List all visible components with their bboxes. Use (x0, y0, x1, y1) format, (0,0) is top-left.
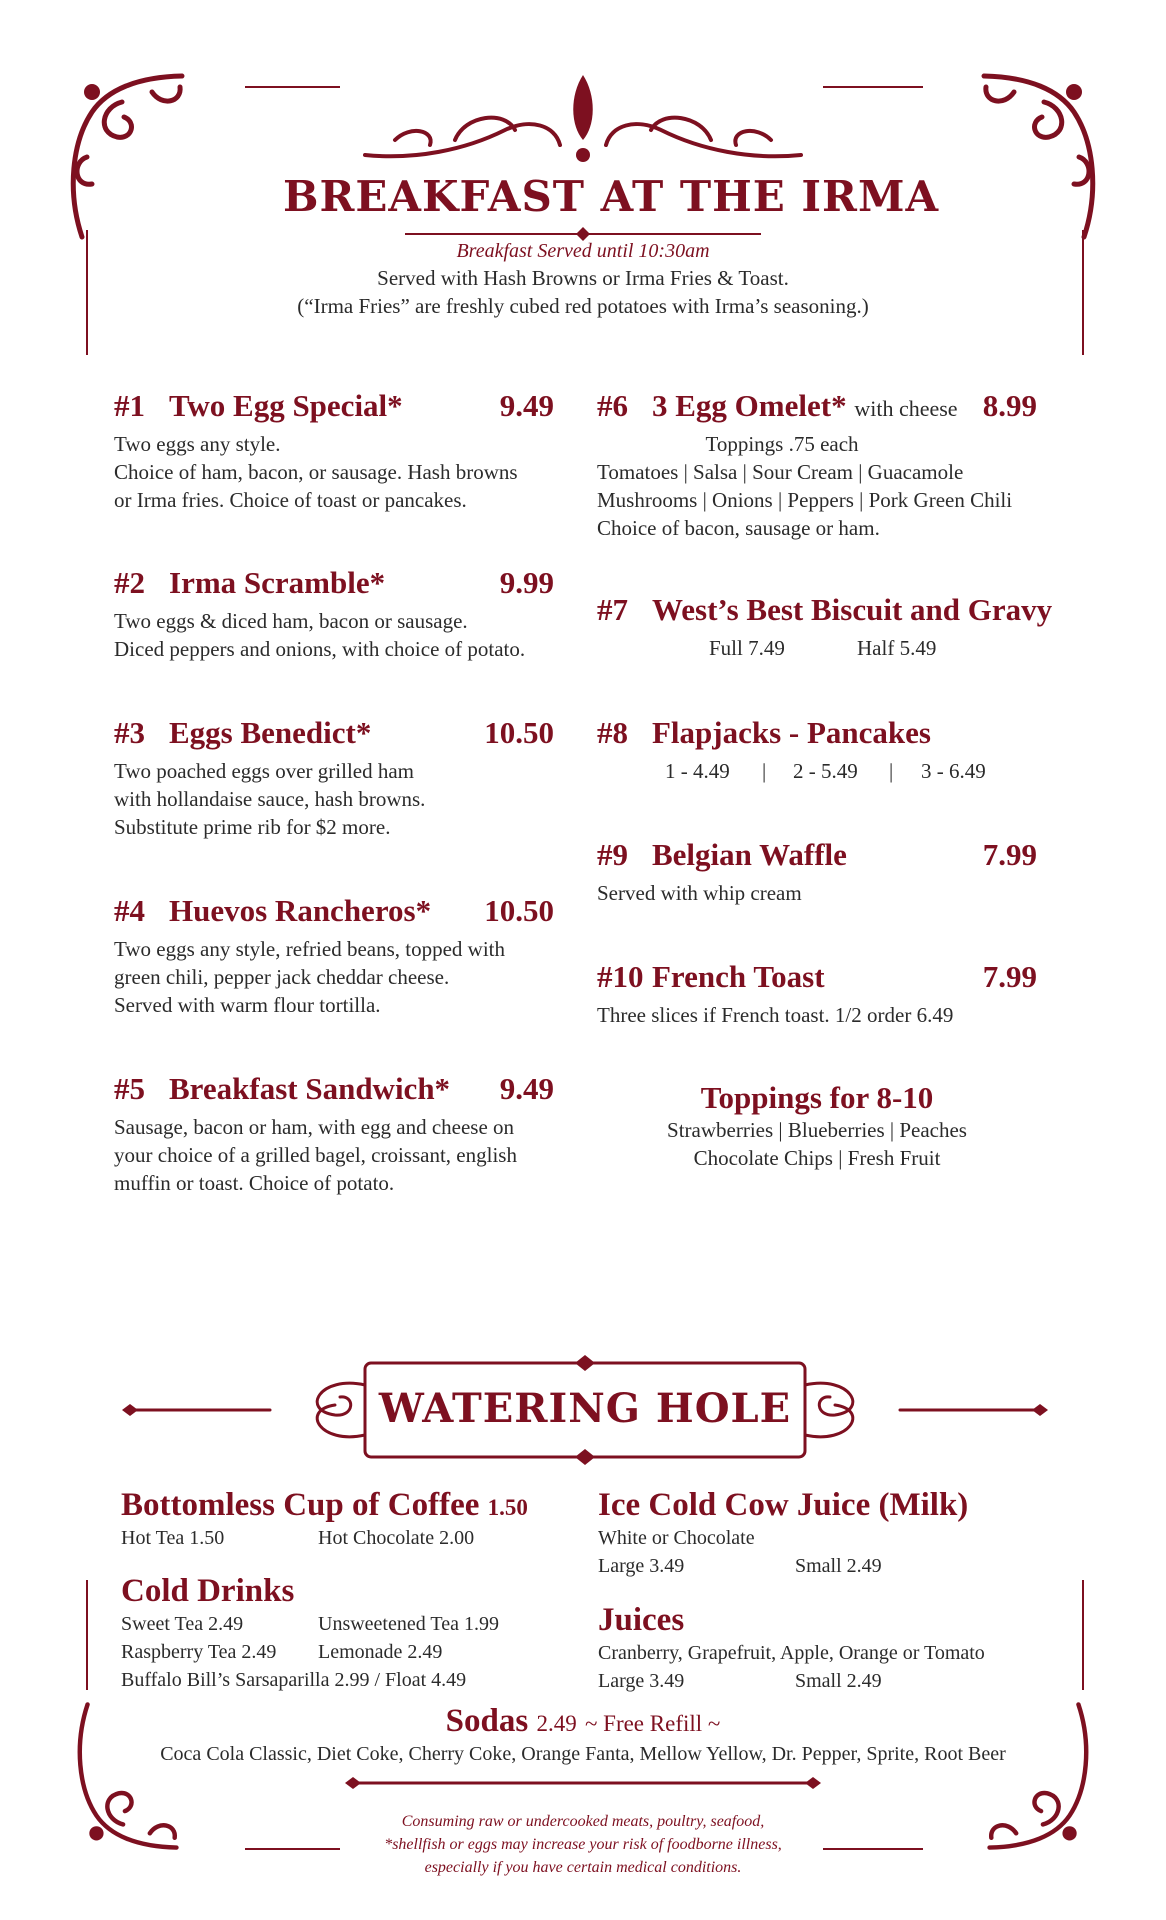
item-price: 7.99 (982, 959, 1037, 994)
flapjack-option-2: 2 - 5.49 (793, 759, 858, 783)
item-name: Breakfast Sandwich* (169, 1071, 451, 1106)
side-rule-right-bottom (1082, 1580, 1084, 1690)
watering-hole-title: WATERING HOLE (378, 1385, 792, 1432)
item-number: #5 (114, 1071, 145, 1106)
item-number: #3 (114, 715, 145, 750)
served-with-note: Served with Hash Browns or Irma Fries & Toast. (377, 266, 789, 290)
item-name: Irma Scramble* (169, 565, 386, 600)
item-number: #1 (114, 388, 145, 423)
coffee-section (121, 1487, 571, 1552)
menu-item-2 (114, 565, 574, 663)
corner-flourish-top-right-icon (964, 62, 1104, 242)
milk-small: Small 2.49 (795, 1555, 882, 1577)
corner-flourish-top-left-icon (62, 62, 202, 242)
corner-flourish-bottom-right-icon (964, 1700, 1104, 1860)
toppings-price: Toppings .75 each (705, 432, 859, 456)
item-name: Belgian Waffle (652, 837, 847, 872)
juices-title: Juices (598, 1602, 685, 1638)
item-description: Sausage, bacon or ham, with egg and cheese on your choice of a grilled bagel, croissant, english muffin or toast. Choice of potato. (114, 1115, 517, 1195)
biscuit-full-price: Full 7.49 (709, 636, 785, 660)
menu-item-3 (114, 715, 554, 841)
served-until-note: Breakfast Served until 10:30am (456, 240, 710, 262)
juice-flavors: Cranberry, Grapefruit, Apple, Orange or Tomato (598, 1642, 985, 1664)
item-description: Two eggs any style. Choice of ham, bacon, or sausage. Hash browns or Irma fries. Choice of toast or pancakes. (114, 432, 518, 512)
menu-item-5 (114, 1071, 554, 1197)
raspberry-tea: Raspberry Tea 2.49 (121, 1641, 277, 1663)
juice-large: Large 3.49 (598, 1670, 685, 1692)
milk-title: Ice Cold Cow Juice (Milk) (598, 1487, 969, 1523)
biscuit-half-price: Half 5.49 (857, 636, 937, 660)
juice-small: Small 2.49 (795, 1670, 882, 1692)
item-extra: with cheese (854, 396, 958, 421)
item-name: French Toast (652, 959, 825, 994)
item-name: 3 Egg Omelet* with cheese (652, 388, 958, 423)
item-number: #8 (597, 715, 628, 750)
item-price: 8.99 (982, 388, 1037, 423)
sodas-divider-icon (345, 1775, 821, 1791)
item-description: Two eggs any style, refried beans, topped with green chili, pepper jack cheddar cheese. Served with warm flour tortilla. (114, 937, 506, 1017)
sodas-title: Sodas (445, 1703, 529, 1739)
sodas-price: 2.49 (536, 1711, 577, 1736)
item-number: #10 (597, 959, 644, 994)
menu-item-1 (114, 388, 554, 514)
sweet-tea: Sweet Tea 2.49 (121, 1613, 244, 1635)
hot-chocolate: Hot Chocolate 2.00 (318, 1527, 475, 1549)
crest-flourish-icon (355, 70, 811, 180)
milk-flavors: White or Chocolate (598, 1527, 755, 1549)
hot-tea: Hot Tea 1.50 (121, 1527, 225, 1549)
coffee-title: Bottomless Cup of Coffee (121, 1487, 480, 1523)
menu-item-6 (597, 388, 1037, 542)
item-name: West’s Best Biscuit and Gravy (652, 592, 1053, 627)
top-rule-left (245, 86, 340, 88)
coffee-price: 1.50 (487, 1495, 528, 1520)
top-rule-right (823, 86, 923, 88)
free-refill-note: ~ Free Refill ~ (584, 1711, 721, 1736)
item-number: #9 (597, 837, 628, 872)
item-number: #4 (114, 893, 145, 928)
item-price: 9.99 (499, 565, 554, 600)
milk-large: Large 3.49 (598, 1555, 685, 1577)
item-number: #6 (597, 388, 628, 423)
cold-drinks-section (121, 1573, 571, 1694)
sarsaparilla: Buffalo Bill’s Sarsaparilla 2.99 / Float 4.49 (121, 1669, 467, 1691)
toppings-box (597, 1080, 1037, 1172)
item-name: Flapjacks - Pancakes (652, 715, 931, 750)
item-description: Two eggs & diced ham, bacon or sausage. Diced peppers and onions, with choice of potato. (114, 609, 526, 661)
item-price: 9.49 (499, 1071, 554, 1106)
toppings-title: Toppings for 8-10 (700, 1080, 934, 1115)
food-safety-disclaimer: Consuming raw or undercooked meats, poultry, seafood, *shellfish or eggs may increase your risk of foodborne illness, especially if you have certain medical conditions. (384, 1813, 782, 1876)
menu-item-7 (597, 592, 1053, 662)
item-price: 10.50 (484, 715, 554, 750)
corner-flourish-bottom-left-icon (62, 1700, 202, 1860)
menu-item-4 (114, 893, 554, 1019)
irma-fries-note: (“Irma Fries” are freshly cubed red potatoes with Irma’s seasoning.) (297, 294, 869, 318)
item-description: Served with whip cream (597, 881, 802, 905)
item-number: #7 (597, 592, 628, 627)
soda-list: Coca Cola Classic, Diet Coke, Cherry Coke, Orange Fanta, Mellow Yellow, Dr. Pepper, Sprite, Root Beer (160, 1743, 1006, 1765)
item-name: Eggs Benedict* (169, 715, 372, 750)
unsweetened-tea: Unsweetened Tea 1.99 (318, 1613, 499, 1635)
item-price: 7.99 (982, 837, 1037, 872)
item-description: Three slices if French toast. 1/2 order 6.49 (597, 1003, 954, 1027)
cold-drinks-title: Cold Drinks (121, 1573, 295, 1609)
toppings-line: Strawberries | Blueberries | Peaches (667, 1118, 967, 1142)
menu-item-10 (597, 959, 1037, 1029)
flapjack-option-3: 3 - 6.49 (921, 759, 986, 783)
flapjack-option-1: 1 - 4.49 (665, 759, 730, 783)
page-title: BREAKFAST AT THE IRMA (283, 172, 940, 221)
flapjack-separator: | (762, 759, 767, 783)
milk-section (598, 1487, 1058, 1580)
side-rule-left-top (86, 230, 88, 355)
menu-item-9 (597, 837, 1037, 907)
item-name: Huevos Rancheros* (169, 893, 432, 928)
side-rule-right-top (1082, 230, 1084, 355)
sodas-section (113, 1703, 1053, 1768)
item-description: Two poached eggs over grilled ham with hollandaise sauce, hash browns. Substitute prime rib for $2 more. (114, 759, 426, 839)
menu-item-8 (597, 715, 1037, 785)
side-rule-left-bottom (86, 1580, 88, 1690)
item-price: 9.49 (499, 388, 554, 423)
item-name: Two Egg Special* (169, 388, 403, 423)
item-description: Tomatoes | Salsa | Sour Cream | Guacamole Mushrooms | Onions | Peppers | Pork Green Chili Choice of bacon, sausage or ham. (597, 460, 1013, 540)
flapjack-separator: | (889, 759, 894, 783)
toppings-line: Chocolate Chips | Fresh Fruit (693, 1146, 941, 1170)
item-price: 10.50 (484, 893, 554, 928)
item-number: #2 (114, 565, 145, 600)
juices-section (598, 1602, 1058, 1695)
lemonade: Lemonade 2.49 (318, 1641, 443, 1663)
